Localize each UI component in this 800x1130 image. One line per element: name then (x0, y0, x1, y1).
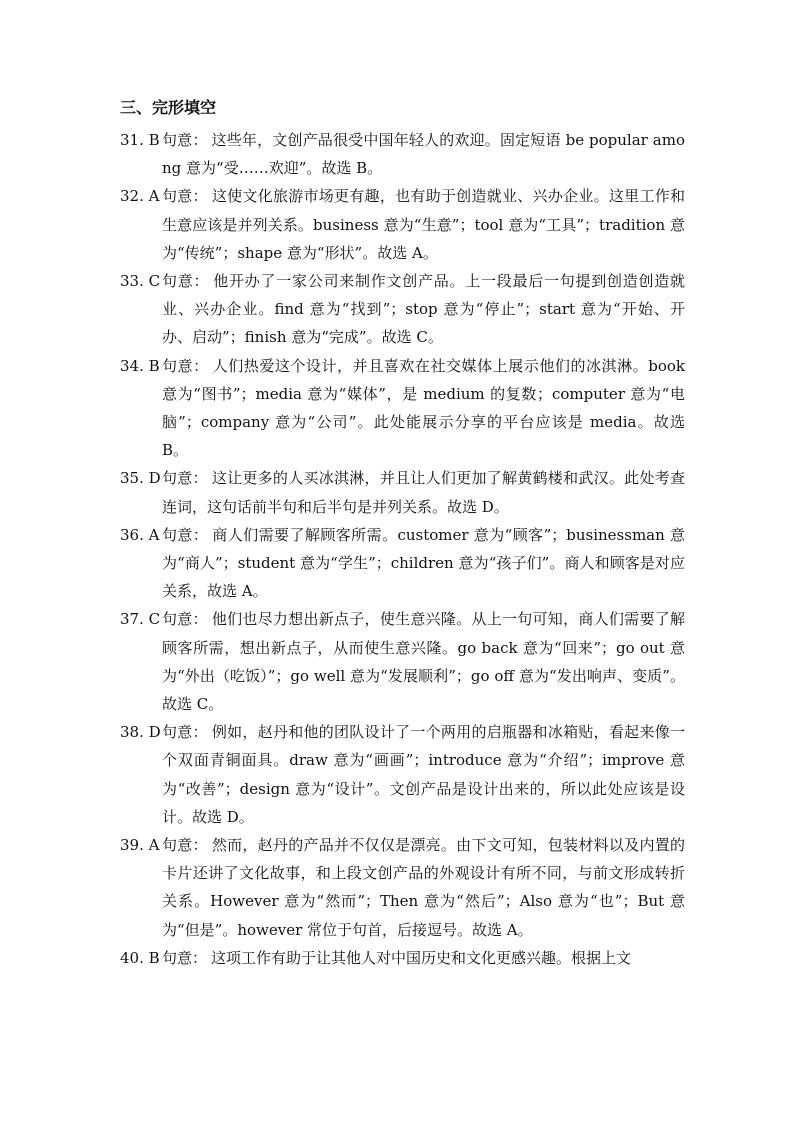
answer-label: 句意： (162, 356, 209, 375)
answer-label: 句意： (162, 525, 209, 544)
answer-number: 33. C (120, 272, 161, 291)
answer-number: 37. C (120, 610, 161, 629)
answer-number: 39. A (120, 836, 160, 855)
answer-number: 36. A (120, 525, 160, 544)
answer-explanation (162, 352, 685, 465)
answer-explanation (162, 944, 685, 972)
answer-item-32 (120, 182, 685, 267)
answer-explanation (162, 267, 685, 352)
answer-item-35 (120, 464, 685, 520)
answer-explanation (162, 521, 685, 606)
answer-item-40 (120, 944, 685, 972)
answer-text: 商人们需要了解顾客所需。customer 意为“顾客”；businessman 意为“商人”；student 意为“学生”；children 意为“孩子们”。商人和顾客是对应关系，故选 A。 (162, 525, 685, 601)
answer-list (120, 126, 685, 972)
answer-item-38 (120, 718, 685, 831)
answer-label: 句意： (162, 948, 208, 967)
answer-text: 例如，赵丹和他的团队设计了一个两用的启瓶器和冰箱贴，看起来像一个双面青铜面具。draw 意为“画画”；introduce 意为“介绍”；improve 意为“改善”；design 意为“设计”。文创产品是设计出来的，所以此处应该是设计。故选 D。 (162, 723, 685, 826)
answer-item-37 (120, 605, 685, 718)
answer-explanation (162, 831, 685, 944)
answer-text: 这项工作有助于让其他人对中国历史和文化更感兴趣。根据上文 (211, 948, 632, 967)
answer-label: 句意： (162, 131, 208, 149)
answer-item-36 (120, 521, 685, 606)
answer-item-33 (120, 267, 685, 352)
section-title: 三、完形填空 (120, 98, 217, 117)
answer-label: 句意： (162, 187, 208, 206)
answer-explanation (162, 605, 685, 718)
answer-label: 句意： (162, 469, 208, 488)
answer-explanation (162, 464, 685, 520)
answer-number: 32. A (120, 187, 160, 206)
answer-item-31 (120, 126, 685, 182)
answer-item-39 (120, 831, 685, 944)
answer-explanation (162, 126, 685, 182)
answer-explanation (162, 182, 685, 267)
answer-explanation (162, 718, 685, 831)
answer-label: 句意： (162, 723, 208, 742)
answer-text: 他们也尽力想出新点子，使生意兴隆。从上一句可知，商人们需要了解顾客所需，想出新点子，从而使生意兴隆。go back 意为“回来”；go out 意为“外出（吃饭）”；go well 意为“发展顺利”；go off 意为“发出响声、变质”。故选 C。 (162, 610, 685, 714)
answer-number: 31. B (120, 131, 160, 149)
answer-number: 40. B (120, 948, 160, 967)
answer-label: 句意： (162, 610, 208, 629)
answer-text: 他开办了一家公司来制作文创产品。上一段最后一句提到创造创造就业、兴办企业。find 意为“找到”；stop 意为“停止”；start 意为“开始、开办、启动”；finish 意为“完成”。故选 C。 (162, 272, 685, 347)
answer-text: 这让更多的人买冰淇淋，并且让人们更加了解黄鹤楼和武汉。此处考查连词，这句话前半句和后半句是并列关系。故选 D。 (162, 469, 685, 516)
answer-number: 38. D (120, 723, 161, 742)
answer-text: 这使文化旅游市场更有趣，也有助于创造就业、兴办企业。这里工作和生意应该是并列关系。business 意为“生意”；tool 意为“工具”；tradition 意为“传统”；shape 意为“形状”。故选 A。 (162, 187, 685, 262)
answer-item-34 (120, 352, 685, 465)
answer-number: 35. D (120, 469, 161, 488)
answer-number: 34. B (120, 356, 160, 375)
answer-text: 这些年，文创产品很受中国年轻人的欢迎。固定短语 be popular among 意为“受……欢迎”。故选 B。 (162, 131, 685, 178)
answer-text: 然而，赵丹的产品并不仅仅是漂亮。由下文可知，包装材料以及内置的卡片还讲了文化故事，和上段文创产品的外观设计有所不同，与前文形成转折关系。However 意为“然而”；Then 意为“然后”；Also 意为“也”；But 意为“但是”。however 常位于句首，后接逗号。故选 A。 (162, 836, 685, 939)
answer-label: 句意： (162, 272, 210, 291)
answer-text: 人们热爱这个设计，并且喜欢在社交媒体上展示他们的冰淇淋。book 意为“图书”；media 意为“媒体”，是 medium 的复数；computer 意为“电脑”；company 意为“公司”。此处能展示分享的平台应该是 media。故选 B。 (162, 356, 685, 460)
answer-label: 句意： (162, 836, 208, 855)
